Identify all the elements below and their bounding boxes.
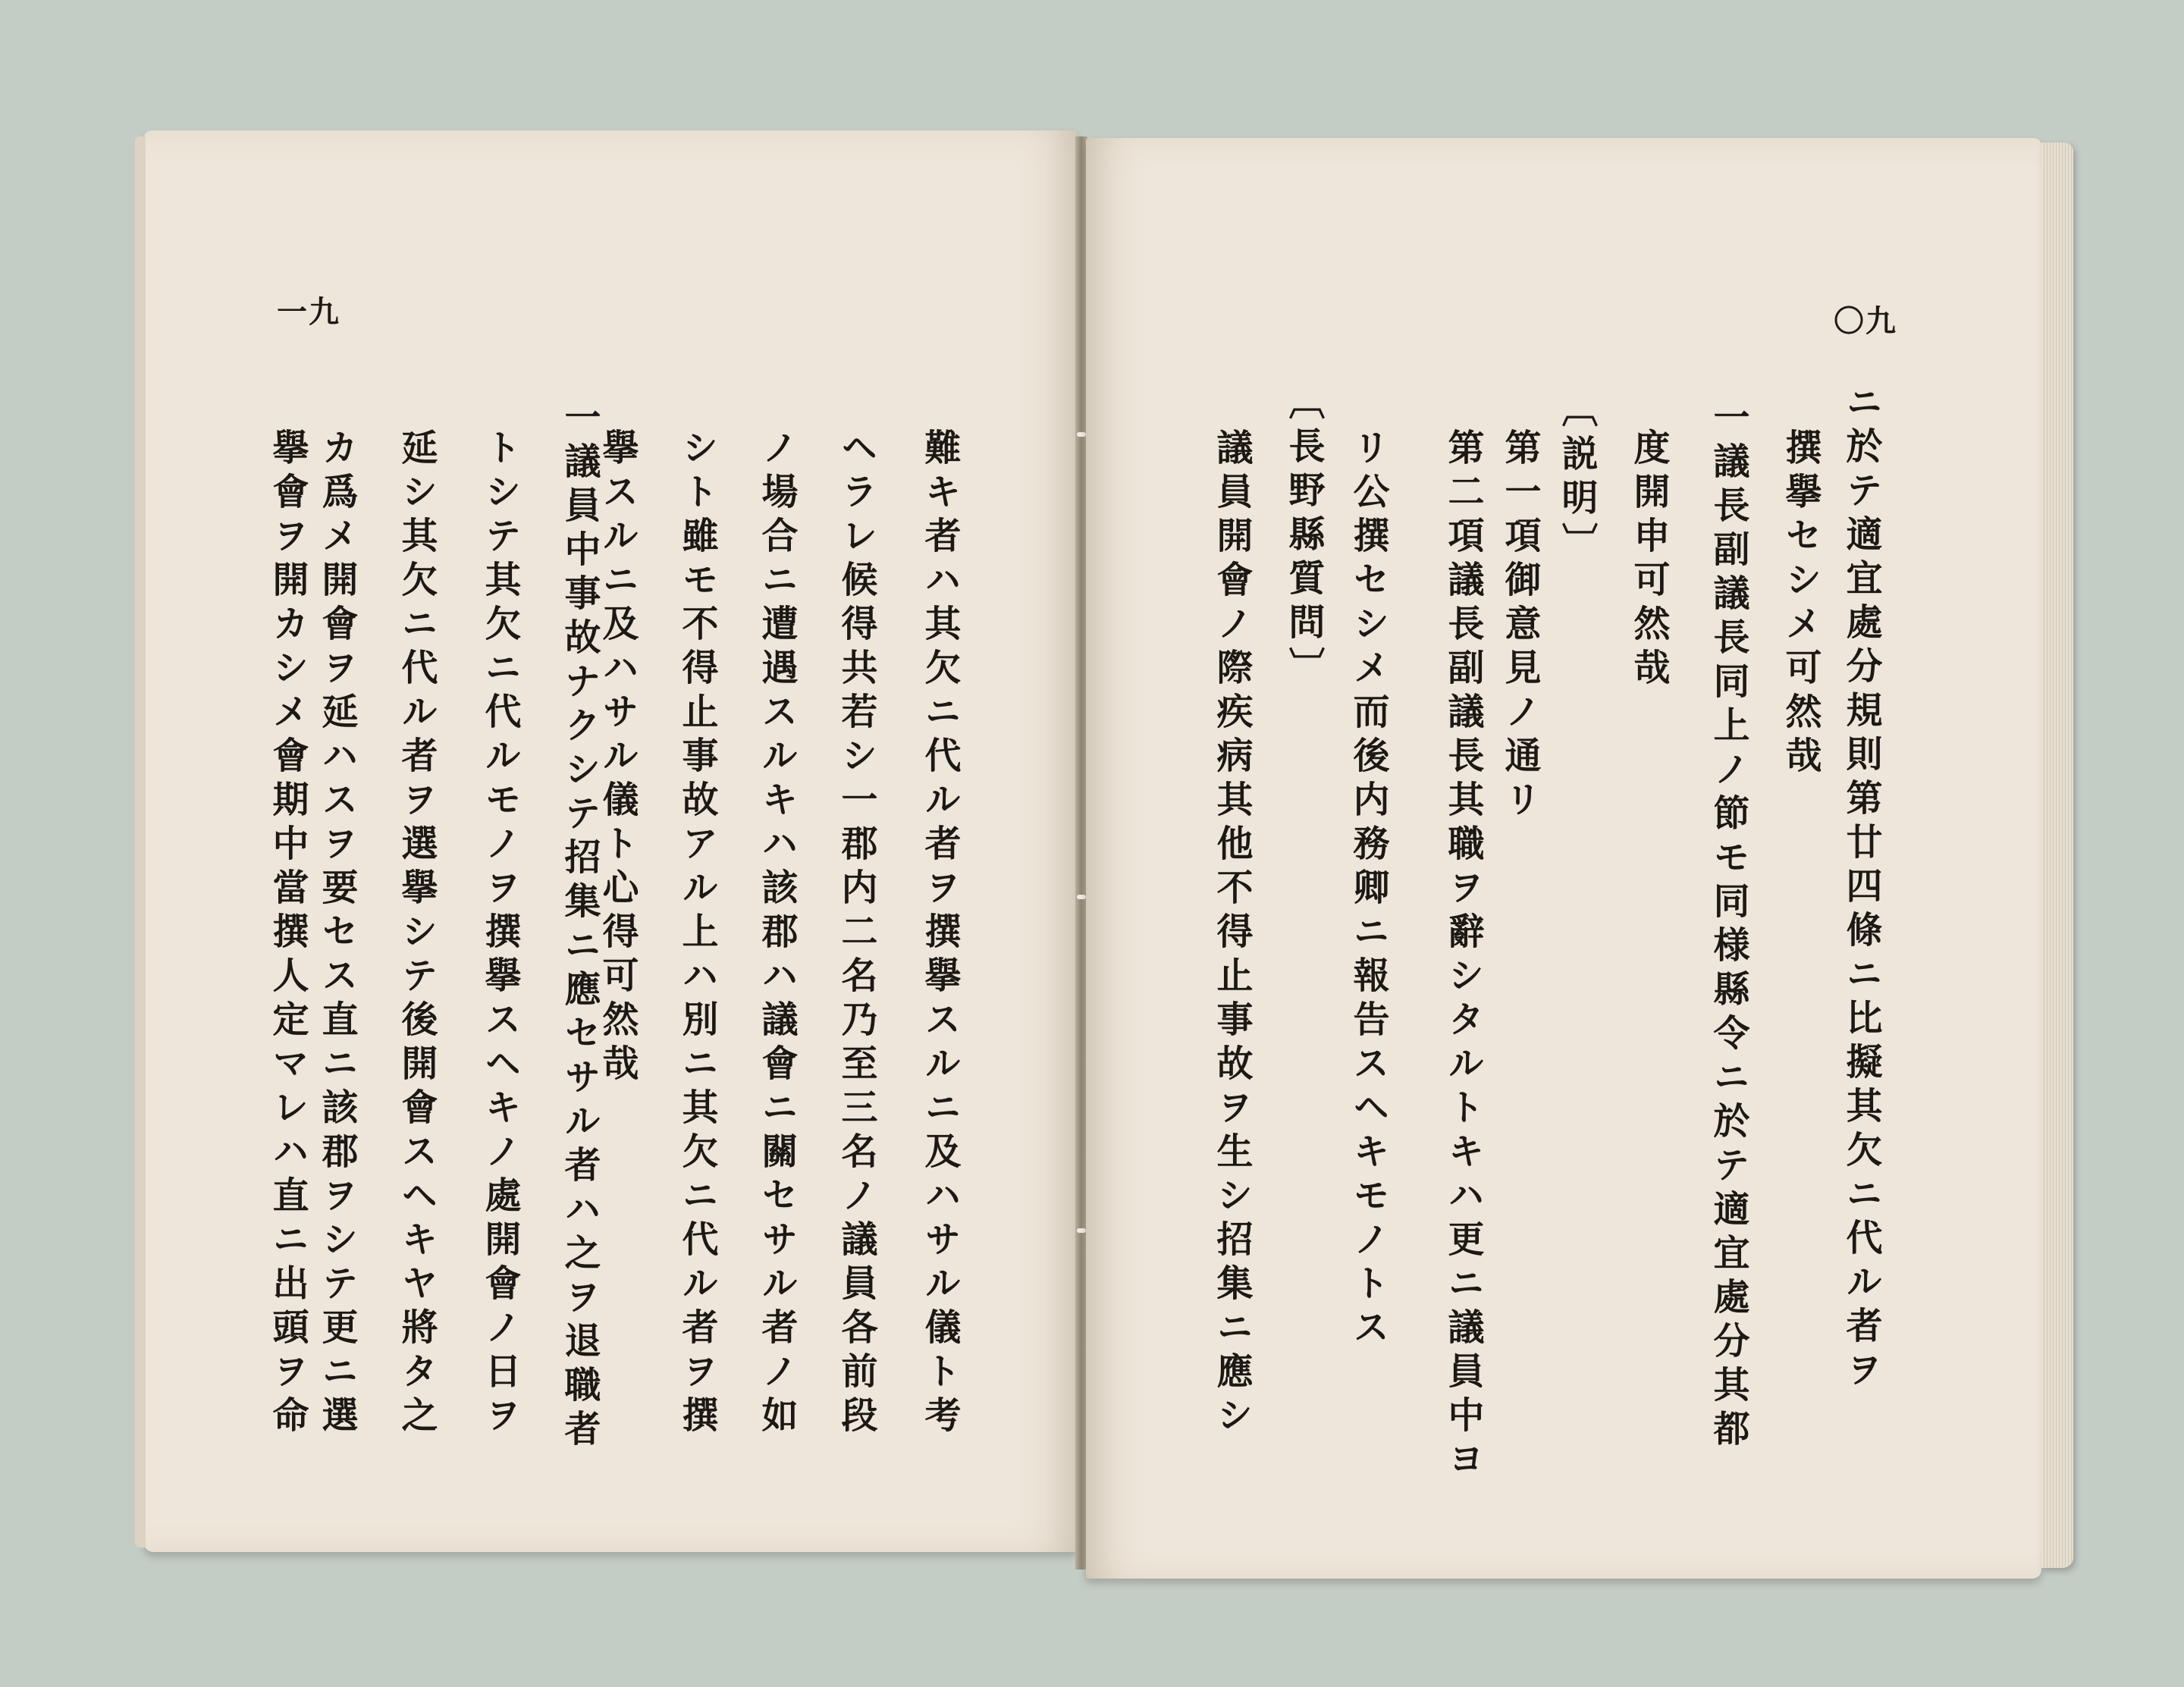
- left-page-column: ノ場合ニ遭遇スルキハ該郡ハ議會ニ關セサル者ノ如: [755, 428, 798, 1440]
- right-page-column: 第一項御意見ノ通リ: [1498, 428, 1541, 824]
- right-page-column: 一議長副議長同上ノ節モ同様縣令ニ於テ適宜處分其都: [1707, 398, 1749, 1453]
- right-page-column: 度開申可然哉: [1627, 428, 1670, 692]
- right-page-column: 第二項議長副議長其職ヲ辭シタルトキハ更ニ議員中ヨ: [1442, 428, 1484, 1484]
- binding-stitch: [1077, 895, 1086, 899]
- right-page-column: ニ於テ適宜處分規則第廿四條ニ比擬其欠ニ代ル者ヲ: [1840, 383, 1882, 1394]
- right-page-column: 撰擧セシメ可然哉: [1779, 428, 1822, 780]
- left-page-column: ヘラレ候得共若シ一郡内二名乃至三名ノ議員各前段: [835, 428, 877, 1440]
- right-page-column: リ公撰セシメ而後内務卿ニ報告スヘキモノトス: [1347, 428, 1389, 1352]
- left-page-column: カ爲メ開會ヲ延ハスヲ要セス直ニ該郡ヲシテ更ニ選: [315, 428, 358, 1440]
- binding-stitch: [1077, 432, 1086, 437]
- left-page-column: 延シ其欠ニ代ル者ヲ選擧シテ後開會スヘキヤ將タ之: [395, 428, 438, 1440]
- right-page-number: 〇九: [1834, 303, 1897, 339]
- left-page-column: 擧スルニ及ハサル儀ト心得可然哉: [596, 428, 639, 1088]
- left-page-number: 一九: [277, 294, 340, 330]
- right-page-column: 議員開會ノ際疾病其他不得止事故ヲ生シ招集ニ應シ: [1210, 428, 1253, 1440]
- left-page-column: トシテ其欠ニ代ルモノヲ撰擧スヘキノ處開會ノ日ヲ: [479, 428, 521, 1440]
- left-page-column: 一議員中事故ナクシテ招集ニ應セサル者ハ之ヲ退職者: [558, 398, 601, 1453]
- binding-stitch: [1077, 1228, 1086, 1233]
- left-page-column: 擧會ヲ開カシメ會期中當撰人定マレハ直ニ出頭ヲ命: [266, 428, 309, 1440]
- left-page-column: シト雖モ不得止事故アル上ハ別ニ其欠ニ代ル者ヲ撰: [676, 428, 718, 1440]
- right-page-column: 〔説明〕: [1555, 390, 1598, 566]
- left-page-column: 難キ者ハ其欠ニ代ル者ヲ撰擧スルニ及ハサル儀ト考: [918, 428, 961, 1440]
- page-edges: [2041, 143, 2073, 1568]
- right-page-column: 〔長野縣質問〕: [1282, 383, 1325, 691]
